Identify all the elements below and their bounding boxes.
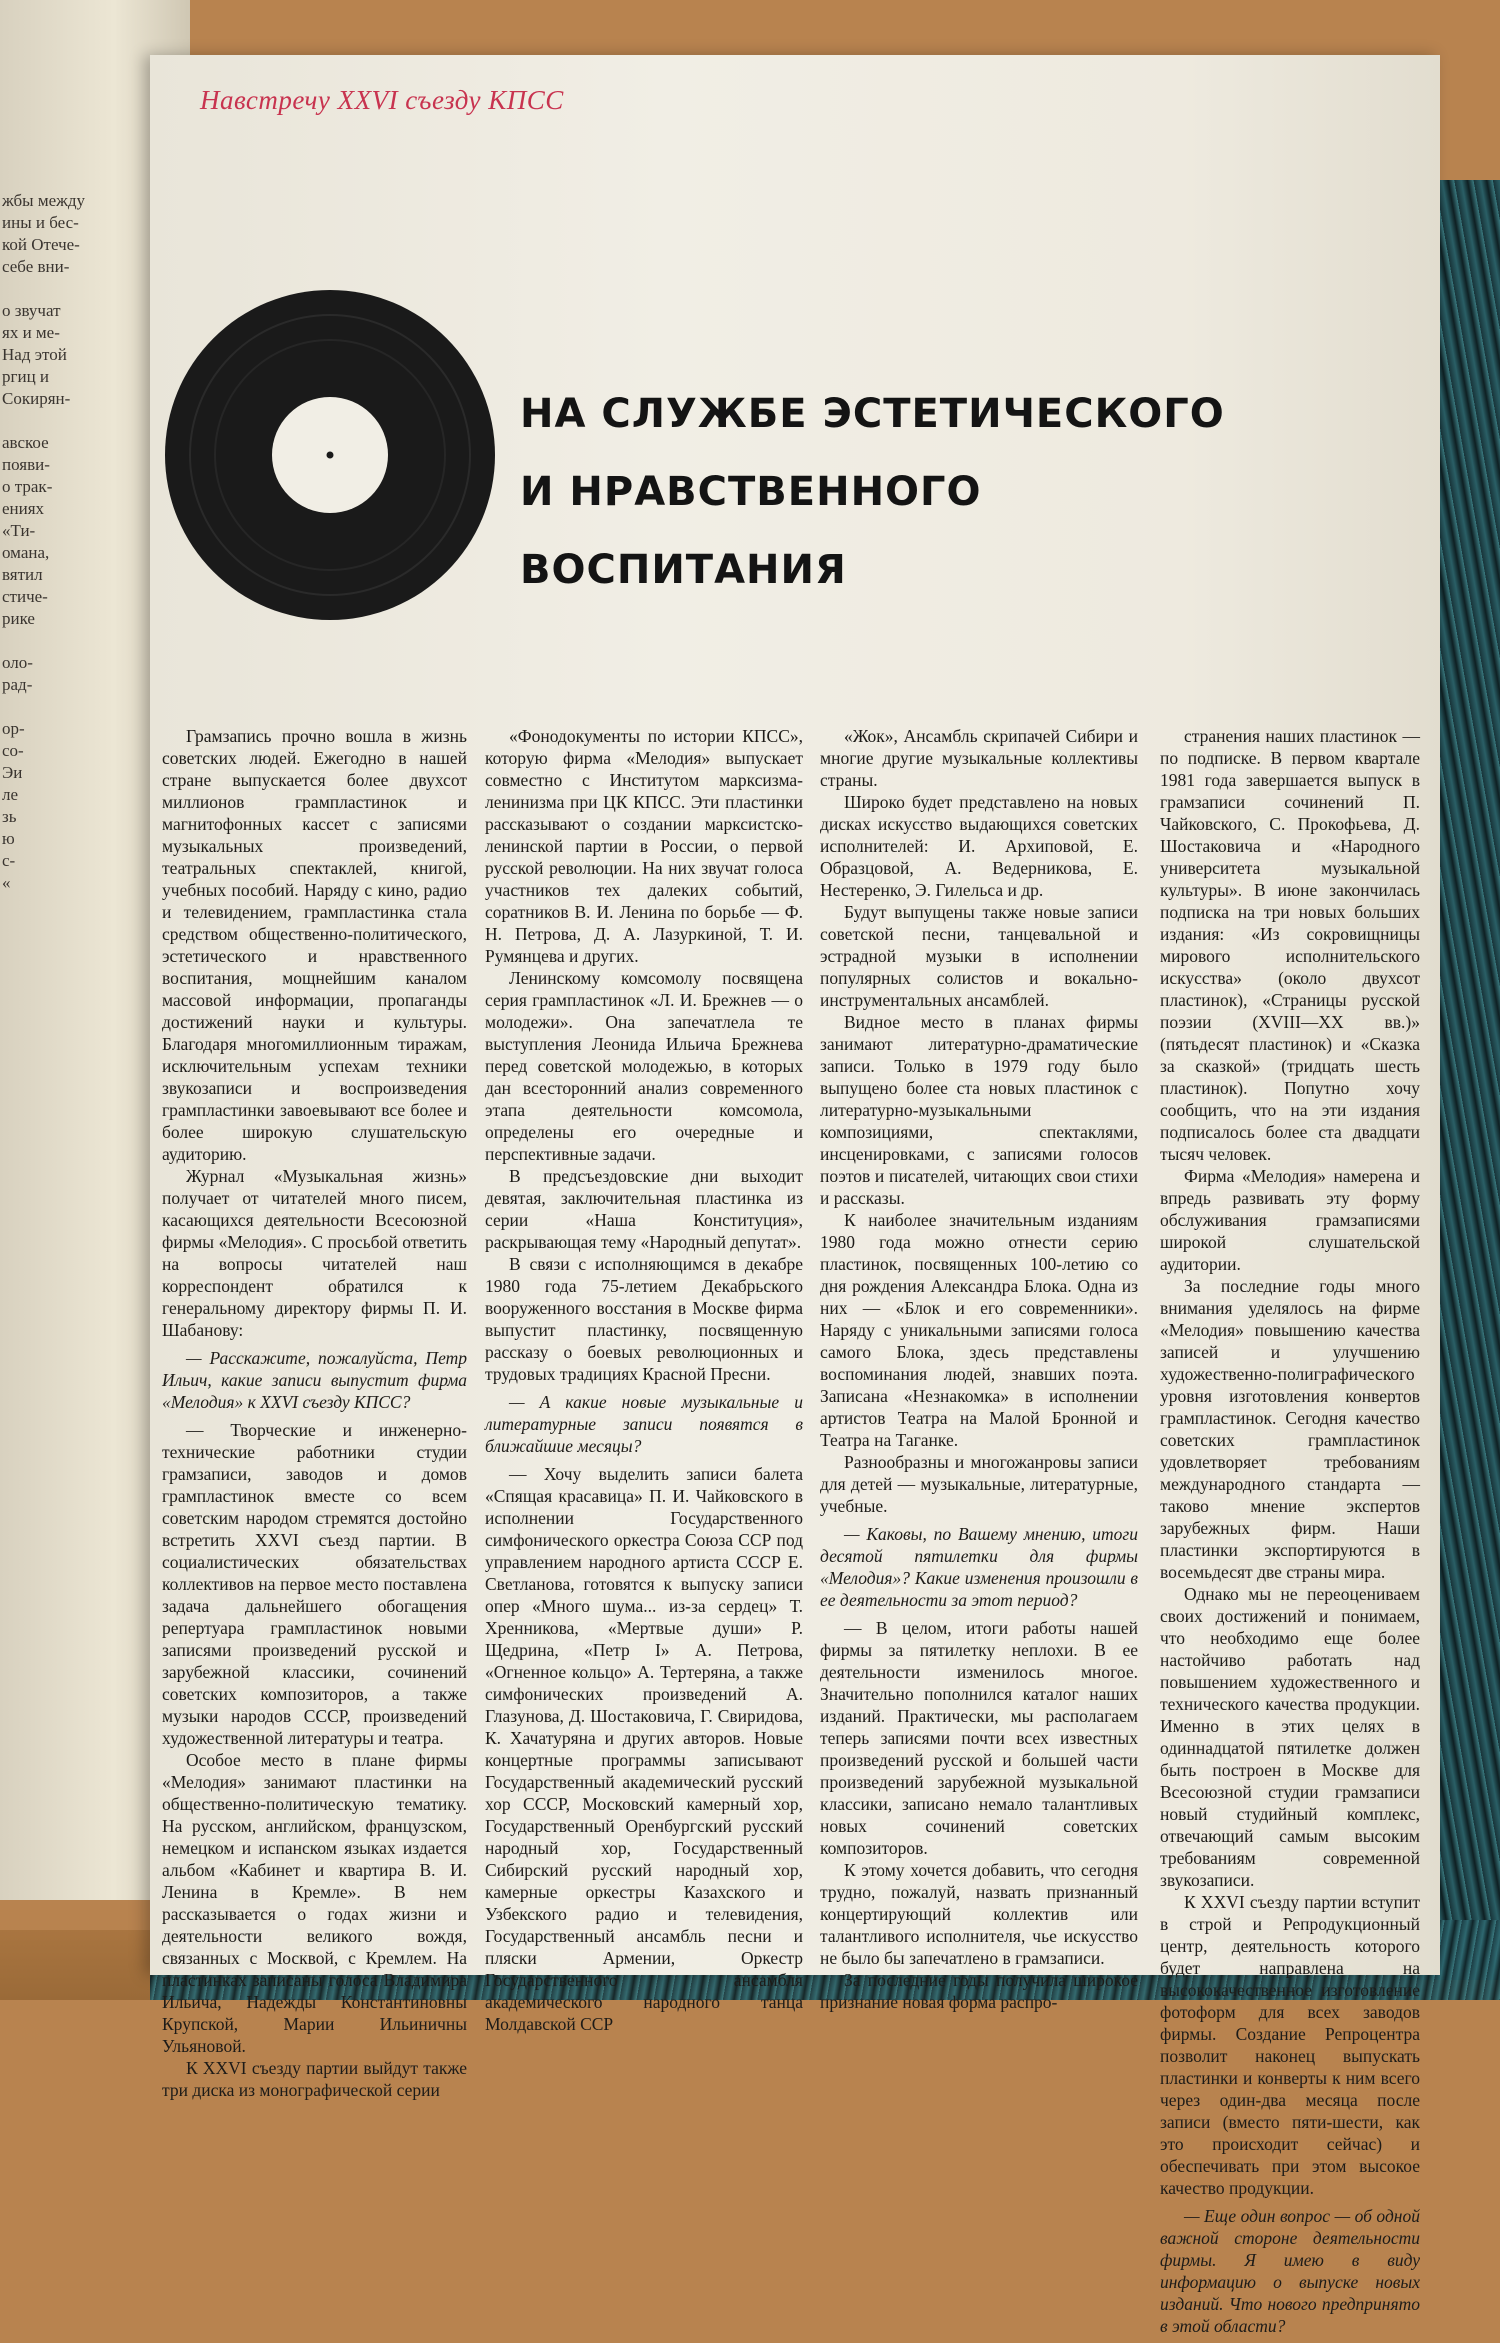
- left-page-fragment: ор-: [2, 719, 25, 738]
- text-column-4: [1160, 725, 1420, 2343]
- headline-line: ВОСПИТАНИЯ: [520, 547, 847, 593]
- paragraph: К XXVI съезду партии выйдут также три диска из монографической серии: [162, 2058, 467, 2100]
- left-page-fragment: [2, 696, 102, 718]
- left-page-fragment: о звучат: [2, 301, 61, 320]
- left-page-fragment: [2, 410, 102, 432]
- left-page-fragment: со-: [2, 741, 24, 760]
- left-page-fragment: ях и ме-: [2, 323, 60, 342]
- paragraph: Особое место в плане фирмы «Мелодия» занимают пластинки на общественно-политическую тематику. На русском, английском, французском, немецком и испанском языках издается альбом «Кабинет и квартира В. И. Ленина в Кремле». В нем рассказывается о годах жизни и деятельности великого вождя, связанных с Москвой, с Кремлем. На пластинках записаны голоса Владимира Ильича, Надежды Константиновны Крупской, Марии Ильиничны Ульяновой.: [162, 1750, 467, 2056]
- left-page-text-fragments: [2, 190, 102, 894]
- interview-question: — Каковы, по Вашему мнению, итоги десятой пятилетки для фирмы «Мелодия»? Какие изменения произошли в ее деятельности за этот период?: [820, 1524, 1138, 1610]
- left-page-fragment: Эи: [2, 763, 23, 782]
- section-rubric: Навстречу XXVI съезду КПСС: [200, 85, 564, 115]
- interview-question: — Еще один вопрос — об одной важной стороне деятельности фирмы. Я имею в виду информацию о выпуске новых изданий. Что нового предпринято в этой области?: [1160, 2206, 1420, 2336]
- left-page-fragment: «: [2, 873, 11, 892]
- article-body: [150, 725, 1440, 2336]
- paragraph: странения наших пластинок — по подписке. В первом квартале 1981 года завершается выпуск в грамзаписи сочинений П. Чайковского, С. Прокофьева, Д. Шостаковича и «Народного университета музыкальной культуры». В июне закончилась подписка на три новых больших издания: «Из сокровищницы мирового исполнительского искусства» (около двухсот пластинок), «Страницы русской поэзии (XVIII—XX вв.)» (пятьдесят пластинок) и «Сказка за сказкой» (тридцать шесть пластинок). Попутно хочу сообщить, что на эти издания подписалось более ста двадцати тысяч человек.: [1160, 726, 1420, 1164]
- left-page-fragment: оло-: [2, 653, 33, 672]
- paragraph: Однако мы не переоцениваем своих достижений и понимаем, что необходимо еще более настойчиво работать над повышением художественного и технического качества продукции. Именно в этих целях в одиннадцатой пятилетке должен быть построен в Москве для Всесоюзной студии грамзаписи новый студийный комплекс, отвечающий самым высоким требованиям современной звукозаписи.: [1160, 1584, 1420, 1890]
- left-page-fragment: появи-: [2, 455, 50, 474]
- article-headline: [520, 375, 1400, 609]
- left-page-fragment: стиче-: [2, 587, 48, 606]
- left-page-fragment: ле: [2, 785, 19, 804]
- paragraph: Разнообразны и многожанровы записи для детей — музыкальные, литературные, учебные.: [820, 1452, 1138, 1516]
- paragraph: За последние годы получила широкое признание новая форма распро-: [820, 1970, 1138, 2012]
- paragraph: Широко будет представлено на новых дисках искусство выдающихся советских исполнителей: И. Архиповой, Е. Образцовой, А. Ведерникова, Е. Нестеренко, Э. Гилельса и др.: [820, 792, 1138, 900]
- paragraph: Журнал «Музыкальная жизнь» получает от читателей много писем, касающихся деятельности Всесоюзной фирмы «Мелодия». С просьбой ответить на вопросы читателей наш корреспондент обратился к генеральному директору фирмы П. И. Шабанову:: [162, 1166, 467, 1340]
- text-column-2: [485, 725, 803, 2035]
- paragraph: — Хочу выделить записи балета «Спящая красавица» П. И. Чайковского в исполнении Государственного симфонического оркестра Союза ССР под управлением народного артиста СССР Е. Светланова, готовятся к выпуску записи опер «Много шума... из-за сердец» Т. Хренникова, «Мертвые души» Р. Щедрина, «Петр I» А. Петрова, «Огненное кольцо» А. Тертеряна, а также симфонических произведений А. Глазунова, Д. Шостаковича, Г. Свиридова, К. Хачатуряна и других авторов. Новые концертные программы записывают Государственный академический русский хор СССР, Московский камерный хор, Государственный Оренбургский русский народный хор, Государственный Сибирский русский народный хор, камерные оркестры Казахского и Узбекского радио и телевидения, Государственный ансамбль песни и пляски Армении, Оркестр Государственного ансамбля академического народного танца Молдавской ССР: [485, 1464, 803, 2034]
- paragraph: «Фонодокументы по истории КПСС», которую фирма «Мелодия» выпускает совместно с Институтом марксизма-ленинизма при ЦК КПСС. Эти пластинки рассказывают о создании марксистско-ленинской партии в России, о первой русской революции. На них звучат голоса участников тех далеких событий, соратников В. И. Ленина по борьбе — Ф. Н. Петрова, Д. А. Лазуркиной, Т. И. Румянцева и других.: [485, 726, 803, 966]
- paragraph: К XXVI съезду партии вступит в строй и Репродукционный центр, деятельность которого будет направлена на высококачественное изготовление фотоформ для всех заводов фирмы. Создание Репроцентра позволит наконец выпускать пластинки и конверты к ним всего через один-два месяца после записи (вместо пяти-шести, как это происходит сейчас) и обеспечивать при этом высокое качество продукции.: [1160, 1892, 1420, 2198]
- left-page-fragment: ргиц и: [2, 367, 50, 386]
- left-page-fragment: о трак-: [2, 477, 53, 496]
- headline-line: И НРАВСТВЕННОГО: [520, 469, 982, 515]
- left-page-fragment: вятил: [2, 565, 43, 584]
- headline-line: НА СЛУЖБЕ ЭСТЕТИЧЕСКОГО: [520, 391, 1225, 437]
- left-page-fragment: ениях: [2, 499, 45, 518]
- paragraph: Ленинскому комсомолу посвящена серия грампластинок «Л. И. Брежнев — о молодежи». Она запечатлела те выступления Леонида Ильича Брежнева перед советской молодежью, в которых дан всесторонний анализ современного этапа деятельности комсомола, определены его очередные и перспективные задачи.: [485, 968, 803, 1164]
- paragraph: Будут выпущены также новые записи советской песни, танцевальной и эстрадной музыки в исполнении популярных солистов и вокально-инструментальных ансамблей.: [820, 902, 1138, 1010]
- paragraph: Грамзапись прочно вошла в жизнь советских людей. Ежегодно в нашей стране выпускается более двухсот миллионов грампластинок и магнитофонных кассет с записями музыкальных произведений, театральных спектаклей, книгой, учебных пособий. Наряду с кино, радио и телевидением, грампластинка стала средством общественно-политического, эстетического и нравственного воспитания, мощнейшим каналом массовой информации, пропаганды достижений науки и культуры. Благодаря многомиллионным тиражам, исключительным успехам техники звукозаписи и воспроизведения грампластинки завоевывают все более и более широкую слушательскую аудиторию.: [162, 726, 467, 1164]
- paragraph: В предсъездовские дни выходит девятая, заключительная пластинка из серии «Наша Конституция», раскрывающая тему «Народный депутат».: [485, 1166, 803, 1252]
- left-page-fragment: «Ти-: [2, 521, 36, 540]
- left-page-fragment: Над этой: [2, 345, 67, 364]
- paragraph: — В целом, итоги работы нашей фирмы за пятилетку неплохи. В ее деятельности изменилось многое. Значительно пополнился каталог наших изданий. Практически, мы располагаем теперь записями почти всех известных произведений русской и большей части произведений зарубежной музыкальной классики, записано немало талантливых новых сочинений советских композиторов.: [820, 1618, 1138, 1858]
- left-page-fragment: рике: [2, 609, 35, 628]
- interview-question: — Расскажите, пожалуйста, Петр Ильич, какие записи выпустит фирма «Мелодия» к XXVI съезду КПСС?: [162, 1348, 467, 1412]
- paragraph: — Творческие и инженерно-технические работники студии грамзаписи, заводов и домов грампластинок вместе со всем советским народом стремятся достойно встретить XXVI съезд партии. В социалистических обязательствах коллективов на первое место поставлена задача дальнейшего обогащения репертуара грампластинок новыми записями произведений русской и зарубежной классики, сочинений советских композиторов, а также музыки народов СССР, произведений художественной литературы и театра.: [162, 1420, 467, 1748]
- paragraph: «Жок», Ансамбль скрипачей Сибири и многие другие музыкальные коллективы страны.: [820, 726, 1138, 790]
- left-page-fragment: ины и бес-: [2, 213, 79, 232]
- interview-question: — А какие новые музыкальные и литературные записи появятся в ближайшие месяцы?: [485, 1392, 803, 1456]
- left-page-fragment: омана,: [2, 543, 50, 562]
- left-page-fragment: авское: [2, 433, 49, 452]
- paragraph: В связи с исполняющимся в декабре 1980 года 75-летием Декабрьского вооруженного восстания в Москве фирма выпустит пластинку, посвященную рассказу о боевых революционных и трудовых традициях Красной Пресни.: [485, 1254, 803, 1384]
- left-page-fragment: [2, 630, 102, 652]
- vinyl-record-icon: [160, 285, 500, 625]
- text-column-3: [820, 725, 1138, 2013]
- magazine-page: [150, 55, 1440, 2336]
- paragraph: Видное место в планах фирмы занимают литературно-драматические записи. Только в 1979 году было выпущено более ста новых пластинок с литературно-музыкальными композициями, спектаклями, инсценировками, с записями голосов поэтов и писателей, читающих свои стихи и рассказы.: [820, 1012, 1138, 1208]
- paragraph: За последние годы много внимания уделялось на фирме «Мелодия» повышению качества записей и улучшению художественно-полиграфического уровня изготовления конвертов грампластинок. Сегодня качество советских грампластинок удовлетворяет требованиям международного стандарта — таково мнение экспертов зарубежных фирм. Наши пластинки экспортируются в восемьдесят две страны мира.: [1160, 1276, 1420, 1582]
- left-page-fragment: рад-: [2, 675, 33, 694]
- left-page-fragment: с-: [2, 851, 16, 870]
- left-page-fragment: жбы между: [2, 191, 86, 210]
- left-page-fragment: Сокирян-: [2, 389, 71, 408]
- left-page-fragment: ю: [2, 829, 15, 848]
- text-column-1: [162, 725, 467, 2101]
- paragraph: Фирма «Мелодия» намерена и впредь развивать эту форму обслуживания грамзаписями широкой слушательской аудитории.: [1160, 1166, 1420, 1274]
- left-page-fragment: зь: [2, 807, 17, 826]
- paragraph: К этому хочется добавить, что сегодня трудно, пожалуй, назвать признанный концертирующий коллектив или талантливого исполнителя, чье искусство не было бы запечатлено в грамзаписи.: [820, 1860, 1138, 1968]
- left-page-fragment: кой Отече-: [2, 235, 80, 254]
- left-page-fragment: [2, 278, 102, 300]
- paragraph: К наиболее значительным изданиям 1980 года можно отнести серию пластинок, посвященных 100-летию со дня рождения Александра Блока. Одна из них — «Блок и его современники». Наряду с уникальными записями голоса самого Блока, здесь представлены воспоминания людей, знавших поэта. Записана «Незнакомка» в исполнении артистов Театра на Малой Бронной и Театра на Таганке.: [820, 1210, 1138, 1450]
- left-page-fragment: себе вни-: [2, 257, 70, 276]
